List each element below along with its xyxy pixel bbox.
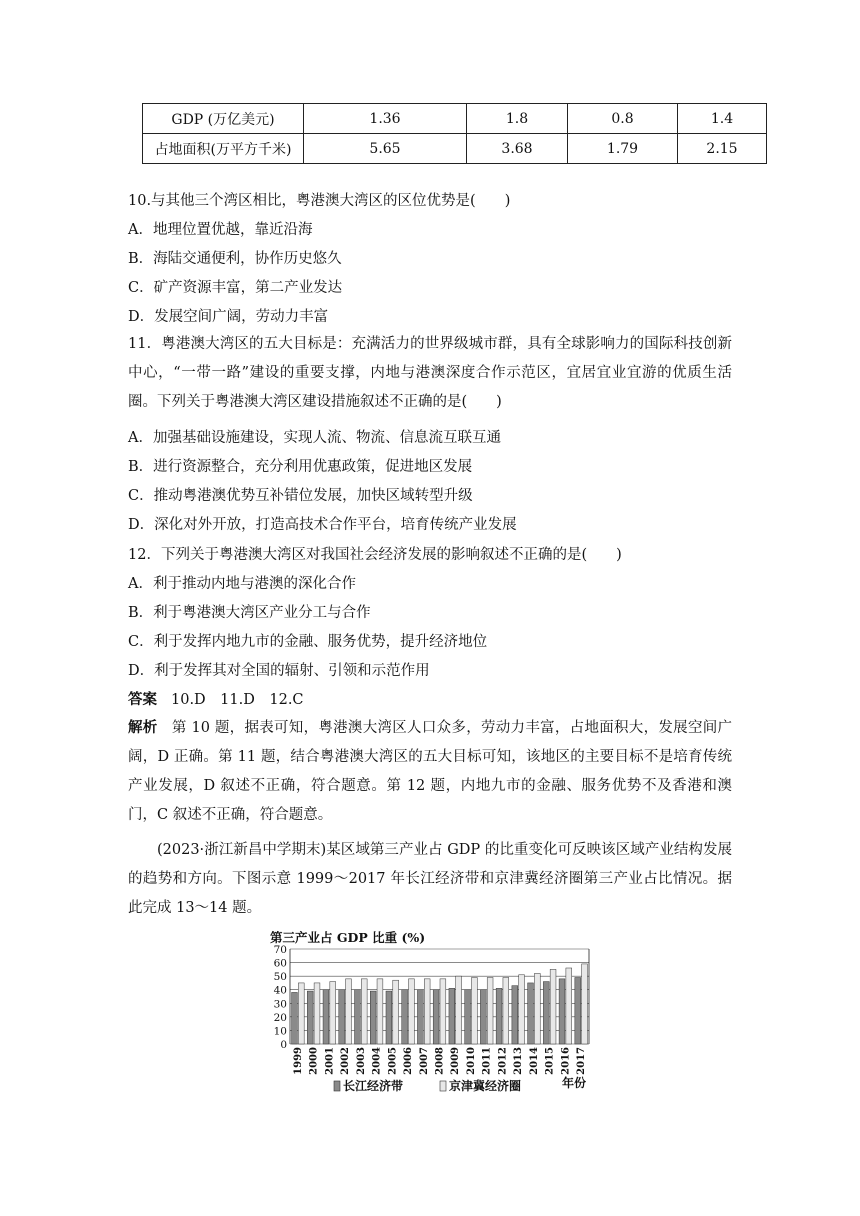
y-tick-label: 0 (280, 1039, 287, 1051)
bar-jingjinji (582, 964, 588, 1044)
bar-yangtze (386, 991, 392, 1044)
table-cell: 0.8 (568, 104, 678, 134)
bar-yangtze (575, 978, 581, 1045)
question-10-option-a: A．地理位置优越，靠近沿海 (128, 222, 313, 238)
bar-jingjinji (503, 978, 509, 1045)
bar-yangtze (339, 990, 345, 1044)
table-row (143, 134, 767, 164)
x-tick-label: 2008 (434, 1047, 446, 1075)
bar-jingjinji (440, 979, 446, 1044)
bar-jingjinji (361, 979, 367, 1044)
question-10-option-c: C．矿产资源丰富，第二产业发达 (128, 280, 343, 296)
bar-yangtze (512, 986, 518, 1044)
bar-yangtze (543, 982, 549, 1044)
x-tick-label: 2007 (418, 1047, 430, 1075)
answer-label: 答案 (128, 692, 157, 708)
bar-jingjinji (314, 983, 320, 1044)
y-tick-label: 70 (273, 944, 287, 956)
bar-yangtze (417, 990, 423, 1044)
bar-yangtze (449, 988, 455, 1044)
analysis-text: 第 10 题，据表可知，粤港澳大湾区人口众多，劳动力丰富，占地面积大，发展空间广阔，D 正确。第 11 题，结合粤港澳大湾区的五大目标可知，该地区的主要目标不是培育传统产业发展，D 叙述不正确，符合题意。第 12 题，内地九市的金融、服务优势不及香港和澳门，C 叙述不正确，符合题意。 (128, 720, 733, 823)
x-tick-label: 2016 (560, 1047, 572, 1075)
x-tick-label: 2010 (465, 1047, 477, 1075)
bar-jingjinji (330, 982, 336, 1044)
table-cell: 1.4 (678, 104, 767, 134)
x-tick-label: 2000 (308, 1047, 320, 1075)
y-tick-label: 50 (273, 971, 287, 984)
chart-axes (274, 944, 589, 1075)
question-12-option-b: B．利于粤港澳大湾区产业分工与合作 (128, 605, 371, 621)
bar-yangtze (355, 990, 361, 1044)
x-tick-label: 2015 (544, 1047, 556, 1075)
question-11-stem: 11．粤港澳大湾区的五大目标是：充满活力的世界级城市群，具有全球影响力的国际科技创新中心，“一带一路”建设的重要支撑，内地与港澳深度合作示范区，宜居宜业宜游的优质生活圈。下列关于粤港澳大湾区建设措施叙述不正确的是( ) (128, 336, 732, 410)
bar-yangtze (370, 991, 376, 1044)
question-12-option-a: A．利于推动内地与港澳的深化合作 (128, 576, 356, 592)
x-tick-label: 2012 (497, 1047, 509, 1075)
bar-yangtze (480, 990, 486, 1044)
bar-jingjinji (550, 969, 556, 1044)
bar-yangtze (323, 990, 329, 1044)
question-11-option-d: D．深化对外开放，打造高技术合作平台，培育传统产业发展 (128, 517, 517, 533)
table-cell: 1.8 (467, 104, 568, 134)
table-cell: 1.36 (304, 104, 467, 134)
legend-swatch-yangtze (334, 1081, 340, 1091)
bar-yangtze (292, 992, 298, 1044)
answer-text: 10.D 11.D 12.C (171, 692, 304, 708)
table-cell: 2.15 (678, 134, 767, 164)
legend-label-jingjinji: 京津冀经济圈 (449, 1079, 522, 1093)
row-header: 占地面积(万平方千米) (143, 134, 304, 164)
x-tick-label: 2002 (340, 1047, 352, 1075)
bay-area-table (142, 103, 767, 164)
chart-legend (334, 1075, 586, 1093)
legend-swatch-jingjinji (440, 1081, 446, 1091)
bar-jingjinji (346, 979, 352, 1044)
question-12-option-c: C．利于发挥内地九市的金融、服务优势，提升经济地位 (128, 634, 488, 650)
x-tick-label: 2017 (576, 1047, 588, 1075)
answer-line (128, 690, 304, 710)
y-tick-label: 20 (273, 1011, 287, 1024)
bar-yangtze (433, 990, 439, 1044)
analysis-paragraph (128, 714, 732, 830)
x-axis-label: 年份 (562, 1076, 587, 1090)
question-10-option-d: D．发展空间广阔，劳动力丰富 (128, 309, 329, 325)
tertiary-industry-chart (264, 930, 604, 1100)
y-tick-label: 10 (273, 1025, 287, 1038)
y-tick-label: 60 (273, 957, 287, 970)
bar-jingjinji (534, 973, 540, 1044)
bar-jingjinji (377, 979, 383, 1044)
bar-jingjinji (519, 975, 525, 1044)
x-tick-label: 2009 (450, 1047, 462, 1075)
x-tick-label: 2005 (387, 1047, 399, 1075)
bar-yangtze (528, 983, 534, 1044)
chart-intro-paragraph: (2023·浙江新昌中学期末)某区域第三产业占 GDP 的比重变化可反映该区域产业结构发展的趋势和方向。下图示意 1999～2017 年长江经济带和京津冀经济圈第三产业占比情况。据此完成 13～14 题。 (128, 842, 732, 916)
bar-jingjinji (393, 980, 399, 1044)
x-tick-label: 2001 (324, 1047, 336, 1075)
bar-yangtze (465, 990, 471, 1044)
table-cell: 5.65 (304, 134, 467, 164)
x-tick-label: 2013 (513, 1047, 525, 1075)
question-12-stem: 12．下列关于粤港澳大湾区对我国社会经济发展的影响叙述不正确的是( ) (128, 547, 622, 563)
x-tick-label: 2006 (403, 1047, 415, 1075)
bar-jingjinji (409, 979, 415, 1044)
table-row (143, 104, 767, 134)
table-cell: 1.79 (568, 134, 678, 164)
bar-yangtze (402, 990, 408, 1044)
question-11-option-a: A．加强基础设施建设，实现人流、物流、信息流互联互通 (128, 430, 501, 446)
x-tick-label: 2003 (355, 1047, 367, 1075)
legend-label-yangtze: 长江经济带 (343, 1079, 404, 1093)
bar-jingjinji (566, 968, 572, 1044)
analysis-label: 解析 (128, 720, 158, 736)
question-11-option-c: C．推动粤港澳优势互补错位发展，加快区域转型升级 (128, 488, 473, 504)
y-tick-label: 30 (273, 998, 287, 1011)
bar-yangtze (559, 979, 565, 1044)
bar-jingjinji (424, 979, 430, 1044)
row-header: GDP (万亿美元) (143, 104, 304, 134)
bar-jingjinji (456, 976, 462, 1044)
bar-jingjinji (471, 978, 477, 1045)
question-10-option-b: B．海陆交通便利，协作历史悠久 (128, 251, 342, 267)
bar-jingjinji (298, 983, 304, 1044)
chart-svg (264, 930, 604, 1100)
question-12-option-d: D．利于发挥其对全国的辐射、引领和示范作用 (128, 663, 430, 679)
table-cell: 3.68 (467, 134, 568, 164)
bar-yangtze (307, 991, 313, 1044)
chart-title: 第三产业占 GDP 比重 (%) (270, 930, 426, 945)
x-tick-label: 2004 (371, 1047, 383, 1075)
x-tick-label: 2014 (528, 1047, 540, 1075)
y-tick-label: 40 (273, 984, 287, 997)
bar-yangtze (496, 988, 502, 1044)
bar-jingjinji (487, 978, 493, 1045)
x-tick-label: 2011 (481, 1047, 493, 1075)
question-10-stem: 10.与其他三个湾区相比，粤港澳大湾区的区位优势是( ) (128, 193, 511, 209)
question-11-option-b: B．进行资源整合，充分利用优惠政策，促进地区发展 (128, 459, 473, 475)
x-tick-label: 1999 (292, 1047, 304, 1075)
